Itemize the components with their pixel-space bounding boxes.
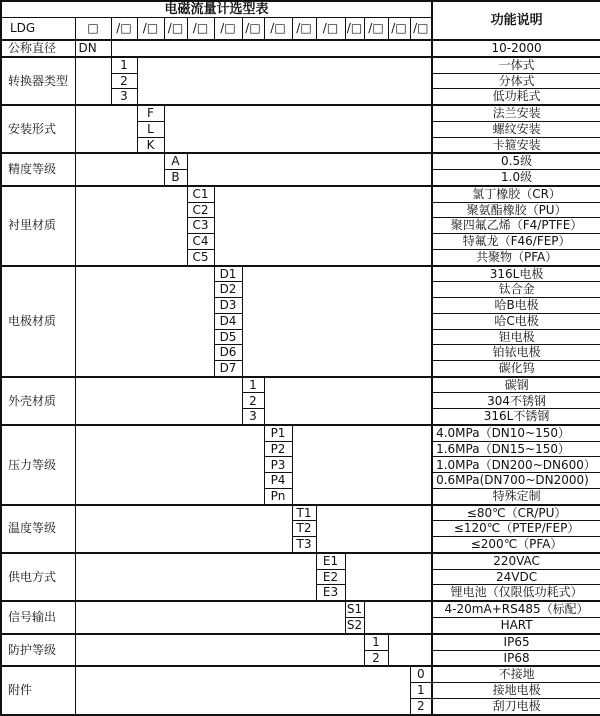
code-cell: L xyxy=(137,121,164,137)
code-cell: D7 xyxy=(214,360,242,376)
function-cell: 哈C电极 xyxy=(432,313,600,329)
function-cell: 1.0MPa（DN200~DN600） xyxy=(432,457,600,473)
spacer-cell xyxy=(75,601,345,634)
function-cell: 10-2000 xyxy=(432,40,600,57)
spacer-cell xyxy=(75,105,137,153)
code-cell: D6 xyxy=(214,345,242,361)
code-cell: 1 xyxy=(242,377,264,393)
spacer-cell xyxy=(111,40,432,57)
function-cell: 0.5级 xyxy=(432,153,600,169)
code-cell: S2 xyxy=(346,618,363,633)
function-cell: 1.0级 xyxy=(432,170,600,186)
category-label: 公称直径 xyxy=(1,40,75,57)
code-cell: C5 xyxy=(187,249,214,265)
spacer-cell xyxy=(187,153,432,186)
code-cell: P1 xyxy=(264,425,292,441)
category-label: 精度等级 xyxy=(1,153,75,186)
function-cell: 卡箍安装 xyxy=(432,137,600,153)
code-cell: D3 xyxy=(214,298,242,314)
function-cell: 24VDC xyxy=(432,569,600,585)
code-cell: 2 xyxy=(242,393,264,409)
function-cell: 316L不锈钢 xyxy=(432,409,600,425)
function-cell: 钽电极 xyxy=(432,329,600,345)
function-cell: 哈B电极 xyxy=(432,298,600,314)
function-cell: 氯丁橡胶（CR） xyxy=(432,186,600,202)
code-cell: D2 xyxy=(214,282,242,298)
function-cell: ≤200℃（PFA） xyxy=(432,537,600,553)
code-cell: E2 xyxy=(316,569,345,585)
category-label: 安装形式 xyxy=(1,105,75,153)
spacer-cell xyxy=(345,553,432,601)
model-code-box: /□ xyxy=(111,18,137,41)
function-cell: 螺纹安装 xyxy=(432,121,600,137)
function-cell: IP68 xyxy=(432,650,600,666)
function-cell: IP65 xyxy=(432,634,600,650)
model-code-box: /□ xyxy=(388,18,410,41)
category-label: 信号输出 xyxy=(1,601,75,634)
spacer-cell xyxy=(75,634,364,667)
code-cell: B xyxy=(164,170,187,186)
function-cell: ≤80℃（CR/PU） xyxy=(432,505,600,521)
code-cell: F xyxy=(137,105,164,121)
code-cell: P4 xyxy=(264,473,292,489)
category-label: 供电方式 xyxy=(1,553,75,601)
spacer-cell xyxy=(214,186,432,266)
function-cell: 1.6MPa（DN15~150） xyxy=(432,441,600,457)
function-cell: 4.0MPa（DN10~150） xyxy=(432,425,600,441)
model-prefix: LDG xyxy=(1,18,75,41)
code-cell: D1 xyxy=(214,266,242,282)
spacer-cell xyxy=(75,57,111,105)
model-code-box: /□ xyxy=(264,18,292,41)
function-cell: 316L电极 xyxy=(432,266,600,282)
function-cell: 聚氨酯橡胶（PU） xyxy=(432,202,600,218)
code-cell: 3 xyxy=(111,89,137,105)
spacer-cell xyxy=(75,153,164,186)
function-cell: 碳钢 xyxy=(432,377,600,393)
code-cell: C1 xyxy=(187,186,214,202)
spacer-cell xyxy=(75,553,316,601)
function-cell: 铂铱电极 xyxy=(432,345,600,361)
code-cell: Pn xyxy=(264,488,292,504)
model-code-box: /□ xyxy=(292,18,316,41)
category-label: 防护等级 xyxy=(1,634,75,667)
spacer-cell xyxy=(75,266,214,377)
function-cell: 一体式 xyxy=(432,57,600,73)
function-cell: 特氟龙（F46/FEP） xyxy=(432,234,600,250)
function-cell: 刮刀电极 xyxy=(432,698,600,715)
code-cell: 2 xyxy=(111,73,137,89)
code-cell: 1 xyxy=(410,683,432,699)
code-cell: E3 xyxy=(316,585,345,601)
function-cell: 220VAC xyxy=(432,553,600,569)
spacer-cell xyxy=(75,186,187,266)
code-cell: T1 xyxy=(292,505,316,521)
category-label: 电极材质 xyxy=(1,266,75,377)
function-cell: 锂电池（仅限低功耗式） xyxy=(432,585,600,601)
function-cell: HART xyxy=(432,617,600,633)
code-cell: T2 xyxy=(292,521,316,537)
code-cell: D5 xyxy=(214,329,242,345)
spacer-cell xyxy=(75,505,292,553)
category-label: 衬里材质 xyxy=(1,186,75,266)
function-column-header: 功能说明 xyxy=(432,1,600,40)
code-cell: 0 xyxy=(410,666,432,682)
spacer-cell xyxy=(75,377,242,425)
code-cell: 1 xyxy=(364,634,388,650)
page-title: 电磁流量计选型表 xyxy=(1,1,432,18)
code-cell: A xyxy=(164,153,187,169)
spacer-cell xyxy=(137,57,432,105)
code-cell: S1 xyxy=(346,602,363,617)
code-cell: P2 xyxy=(264,441,292,457)
model-code-box: /□ xyxy=(164,18,187,41)
code-cell: 2 xyxy=(410,698,432,715)
function-cell: 0.6MPa(DN700~DN2000) xyxy=(432,473,600,489)
spacer-cell xyxy=(316,505,432,553)
spacer-cell xyxy=(75,666,410,715)
code-cell: C2 xyxy=(187,202,214,218)
spacer-cell xyxy=(264,377,432,425)
model-code-box: /□ xyxy=(345,18,364,41)
spacer-cell xyxy=(242,266,432,377)
code-cell: K xyxy=(137,137,164,153)
function-cell: 碳化钨 xyxy=(432,360,600,376)
category-label: 压力等级 xyxy=(1,425,75,505)
function-cell: 法兰安装 xyxy=(432,105,600,121)
category-label: 附件 xyxy=(1,666,75,715)
model-code-box: /□ xyxy=(214,18,242,41)
model-code-box: /□ xyxy=(137,18,164,41)
code-cell: 1 xyxy=(111,57,137,73)
model-code-box: /□ xyxy=(364,18,388,41)
function-cell: 接地电极 xyxy=(432,683,600,699)
function-cell: 共聚物（PFA） xyxy=(432,249,600,265)
code-cell: D4 xyxy=(214,313,242,329)
spacer-cell xyxy=(75,425,264,505)
function-cell: 304不锈钢 xyxy=(432,393,600,409)
code-cell: P3 xyxy=(264,457,292,473)
function-cell: 聚四氟乙烯（F4/PTFE） xyxy=(432,218,600,234)
spacer-cell xyxy=(364,601,432,634)
model-code-box: /□ xyxy=(316,18,345,41)
spacer-cell xyxy=(292,425,432,505)
code-cell: DN xyxy=(75,40,111,57)
category-label: 外壳材质 xyxy=(1,377,75,425)
model-code-box: /□ xyxy=(410,18,432,41)
code-cell: T3 xyxy=(292,537,316,553)
function-cell: 特殊定制 xyxy=(432,488,600,504)
code-cell: C3 xyxy=(187,218,214,234)
function-cell: 不接地 xyxy=(432,666,600,682)
category-label: 温度等级 xyxy=(1,505,75,553)
function-cell: ≤120℃（PTEP/FEP） xyxy=(432,521,600,537)
model-code-box: /□ xyxy=(242,18,264,41)
code-cell: 2 xyxy=(364,650,388,666)
category-label: 转换器类型 xyxy=(1,57,75,105)
model-code-box: /□ xyxy=(187,18,214,41)
code-cell: C4 xyxy=(187,234,214,250)
spacer-cell xyxy=(164,105,432,153)
spacer-cell xyxy=(388,634,432,667)
model-box: □ xyxy=(75,18,111,41)
code-cell: 3 xyxy=(242,409,264,425)
function-cell: 低功耗式 xyxy=(432,89,600,105)
function-cell: 4-20mA+RS485（标配） xyxy=(432,601,600,617)
function-cell: 钛合金 xyxy=(432,282,600,298)
function-cell: 分体式 xyxy=(432,73,600,89)
code-cell: E1 xyxy=(316,553,345,569)
